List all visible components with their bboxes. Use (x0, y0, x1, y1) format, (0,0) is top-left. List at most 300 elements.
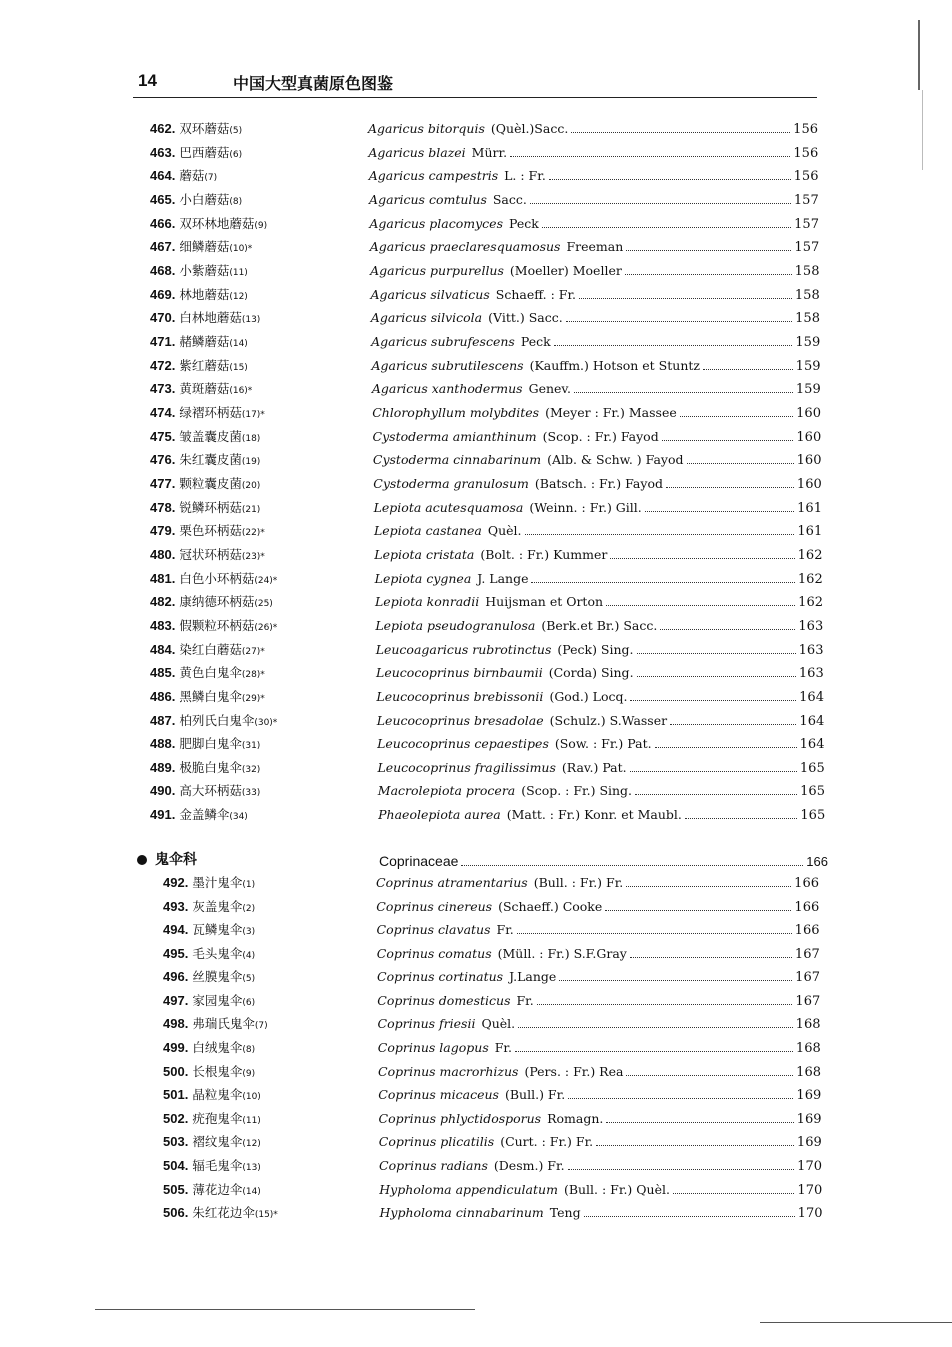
entry-number: 475. (150, 428, 176, 444)
latin-name-cell (368, 142, 818, 165)
chinese-name-cell (163, 1013, 373, 1037)
scientific-name: Agaricus purpurellus (370, 262, 504, 278)
chinese-name-cell (150, 591, 360, 615)
latin-name-cell (377, 990, 820, 1013)
index-entry (0, 544, 952, 566)
authority: (Rav.) Pat. (561, 759, 627, 775)
dot-leader (566, 309, 792, 322)
latin-name-cell (378, 1013, 821, 1036)
page-ref: 165 (799, 760, 825, 776)
chinese-name-cell (150, 355, 360, 379)
plate-ref: (24)* (254, 575, 278, 586)
entry-number: 467. (150, 239, 176, 255)
authority: (Scop. : Fr.) Sing. (521, 783, 633, 799)
chinese-name-cell (163, 1084, 373, 1108)
authority: (Desm.) Fr. (493, 1157, 565, 1173)
page-ref: 168 (795, 1017, 821, 1033)
entry-number: 464. (150, 168, 176, 184)
page-ref: 168 (795, 1041, 821, 1057)
authority: (Vitt.) Sacc. (488, 310, 563, 326)
entry-number: 472. (150, 357, 176, 373)
entry-number: 491. (150, 807, 176, 823)
dot-leader (630, 945, 792, 958)
plate-ref: (16)* (229, 386, 253, 397)
entry-number: 487. (150, 712, 176, 728)
dot-leader (685, 806, 798, 819)
plate-ref: (15)* (254, 1210, 278, 1221)
family-name-cn: 鬼伞科 (155, 852, 197, 868)
plate-ref: (27)* (241, 646, 265, 657)
latin-name-cell (370, 260, 819, 283)
scientific-name: Coprinus cortinatus (377, 969, 504, 985)
entry-number: 498. (163, 1016, 189, 1032)
plate-ref: (25) (254, 599, 273, 610)
entry-number: 484. (150, 641, 176, 657)
index-entry (0, 189, 952, 211)
latin-name-cell (379, 1155, 822, 1178)
plate-ref: (33) (241, 788, 261, 799)
index-entry (0, 165, 952, 187)
authority: Schaeff. : Fr. (495, 286, 577, 302)
scientific-name: Leucocoprinus birnbaumii (376, 665, 543, 681)
latin-name-cell (376, 639, 824, 662)
scientific-name: Lepiota acutesquamosa (373, 499, 524, 515)
authority: (Corda) Sing. (548, 665, 634, 681)
page-ref: 160 (796, 453, 822, 469)
latin-name-cell (378, 780, 825, 803)
scientific-name: Coprinus clavatus (376, 922, 491, 938)
authority: Fr. (516, 992, 534, 1008)
entry-number: 479. (150, 523, 176, 539)
plate-ref: (9) (254, 220, 268, 231)
chinese-name: 辐毛鬼伞 (192, 1157, 243, 1173)
entry-number: 470. (150, 310, 176, 326)
latin-name-cell (371, 307, 820, 330)
dot-leader (530, 191, 791, 204)
chinese-name-cell (150, 165, 360, 189)
chinese-name: 家园鬼伞 (192, 992, 243, 1008)
scientific-name: Agaricus subrutilescens (371, 357, 524, 373)
scientific-name: Cystoderma cinnabarinum (372, 452, 542, 468)
chinese-name-cell (150, 213, 360, 237)
index-entry (0, 872, 952, 894)
dot-leader (568, 1086, 793, 1099)
index-entry (0, 639, 952, 661)
dot-leader (579, 286, 792, 299)
entry-number: 497. (163, 992, 189, 1008)
authority: (Quèl.)Sacc. (490, 121, 569, 136)
plate-ref: (13) (242, 1162, 261, 1173)
latin-name-cell (378, 804, 825, 827)
scientific-name: Hypholoma cinnabarinum (379, 1205, 544, 1221)
dot-leader (703, 357, 793, 370)
index-entry (0, 213, 952, 235)
entry-number: 496. (163, 969, 189, 985)
chinese-name-cell (150, 473, 360, 497)
chinese-name-cell (163, 1037, 373, 1061)
chinese-name: 肥脚白鬼伞 (179, 736, 242, 752)
scientific-name: Agaricus xanthodermus (371, 381, 523, 397)
chinese-name-cell (163, 1108, 373, 1132)
chinese-name: 朱红花边伞 (192, 1205, 255, 1221)
dot-leader (626, 874, 791, 887)
index-entry (0, 284, 952, 306)
plate-ref: (20) (241, 480, 261, 491)
page-ref: 156 (793, 122, 818, 137)
page-ref: 162 (797, 571, 823, 587)
dot-leader (637, 664, 796, 677)
chinese-name: 高大环柄菇 (179, 783, 242, 799)
dot-leader (584, 1204, 795, 1217)
chinese-name: 绿褶环柄菇 (179, 404, 242, 420)
authority: (Pers. : Fr.) Rea (524, 1063, 624, 1079)
chinese-name: 锐鳞环柄菇 (179, 499, 242, 515)
chinese-name: 朱红囊皮菌 (179, 452, 242, 468)
latin-name-cell (377, 757, 824, 780)
dot-leader (630, 688, 796, 701)
entry-number: 471. (150, 333, 176, 349)
dot-leader (559, 968, 792, 981)
chinese-name-cell (150, 757, 360, 781)
footer-scan-line (95, 1309, 475, 1310)
chinese-name-cell (150, 615, 360, 639)
chinese-name-cell (150, 426, 360, 450)
plate-ref: (1) (242, 880, 256, 890)
latin-name-cell (372, 378, 821, 401)
latin-name-cell (371, 331, 820, 354)
chinese-name-cell (150, 804, 360, 828)
page-ref: 160 (796, 405, 821, 421)
entry-number: 495. (163, 945, 189, 961)
scientific-name: Chlorophyllum molybdites (372, 404, 540, 420)
scientific-name: Lepiota konradii (375, 594, 480, 610)
chinese-name-cell (150, 662, 360, 686)
authority: Peck (520, 333, 551, 349)
page-ref: 158 (794, 287, 820, 303)
chinese-name: 小紫蘑菇 (179, 262, 230, 278)
authority: (Matt. : Fr.) Konr. et Maubl. (506, 807, 682, 823)
page-ref: 164 (799, 689, 824, 705)
scientific-name: Agaricus blazei (368, 144, 466, 160)
index-entry (0, 568, 952, 590)
dot-leader (515, 1039, 793, 1052)
scientific-name: Agaricus praeclaresquamosus (369, 239, 561, 255)
chinese-name-cell (150, 497, 360, 521)
latin-name-cell (370, 236, 820, 259)
scientific-name: Leucocoprinus bresadolae (376, 712, 544, 728)
plate-ref: (14) (229, 338, 248, 349)
latin-name-cell (377, 919, 820, 942)
plate-ref: (11) (229, 267, 248, 278)
page-ref: 162 (797, 547, 823, 563)
dot-leader (626, 238, 791, 251)
scientific-name: Coprinus comatus (376, 945, 492, 961)
page-ref: 165 (800, 784, 825, 800)
authority: (Bull. : Fr.) Fr. (533, 875, 624, 890)
chinese-name-cell (150, 402, 360, 426)
dot-leader (518, 1015, 793, 1028)
scan-edge-mark (918, 20, 920, 90)
plate-ref: (5) (242, 974, 256, 985)
index-entry (0, 990, 952, 1012)
dot-leader (662, 428, 794, 441)
latin-name-cell (373, 473, 822, 496)
authority: (Meyer : Fr.) Massee (545, 404, 677, 420)
plate-ref: (15) (229, 362, 248, 373)
authority: (Bull. : Fr.) Quèl. (563, 1181, 670, 1197)
page-ref: 167 (794, 946, 820, 962)
dot-leader (571, 120, 790, 133)
authority: Romagn. (547, 1110, 604, 1126)
authority: (Moeller) Moeller (509, 262, 622, 278)
plate-ref: (32) (241, 764, 261, 775)
dot-leader (605, 898, 791, 911)
page-ref: 163 (798, 618, 824, 634)
chinese-name: 黄色白鬼伞 (179, 665, 242, 681)
latin-name-cell (377, 966, 820, 989)
entry-number: 500. (163, 1063, 189, 1079)
latin-name-cell (377, 943, 820, 966)
entry-number: 473. (150, 381, 176, 397)
plate-ref: (6) (242, 997, 256, 1008)
chinese-name: 赭鳞蘑菇 (179, 333, 230, 349)
header-rule (133, 97, 817, 98)
page-ref: 158 (794, 263, 820, 279)
page-ref: 169 (796, 1088, 822, 1104)
index-entry (0, 1202, 952, 1224)
chinese-name-cell (150, 568, 360, 592)
authority: (Peck) Sing. (557, 641, 634, 657)
latin-name-cell (372, 355, 821, 378)
dot-leader (666, 475, 794, 488)
plate-ref: (30)* (254, 717, 278, 728)
plate-ref: (6) (229, 149, 243, 160)
chinese-name: 毛头鬼伞 (192, 945, 243, 961)
latin-name-cell (379, 1108, 822, 1131)
entry-number: 492. (163, 875, 189, 890)
page-ref: 156 (793, 145, 819, 161)
scientific-name: Coprinus micaceus (378, 1087, 499, 1103)
latin-name-cell (374, 497, 822, 520)
chinese-name-cell (163, 943, 373, 967)
entry-number: 486. (150, 688, 176, 704)
entry-number: 482. (150, 594, 176, 610)
page-ref: 161 (797, 524, 823, 540)
entry-number: 478. (150, 499, 176, 515)
entry-number: 506. (163, 1205, 189, 1221)
chinese-name-cell (150, 331, 360, 355)
plate-ref: (12) (242, 1139, 261, 1150)
plate-ref: (21) (241, 504, 261, 515)
dot-leader (626, 1063, 793, 1076)
dot-leader (568, 1157, 795, 1170)
scientific-name: Macrolepiota procera (377, 783, 516, 799)
dot-leader (517, 921, 792, 934)
page-ref: 165 (800, 808, 826, 824)
index-entry (0, 1108, 952, 1130)
entry-number: 504. (163, 1157, 189, 1173)
index-entry (0, 378, 952, 400)
plate-ref: (17)* (241, 409, 265, 420)
chinese-name-cell (150, 520, 360, 544)
chinese-name: 假颗粒环柄菇 (179, 617, 255, 633)
index-entry (0, 591, 952, 613)
chinese-name-cell (163, 1131, 373, 1155)
scientific-name: Leucocoprinus brebissonii (376, 688, 544, 704)
book-title: 中国大型真菌原色图鉴 (233, 74, 394, 93)
scientific-name: Cystoderma amianthinum (372, 428, 537, 444)
authority: (Bull.) Fr. (504, 1087, 566, 1103)
family-heading-cn (137, 849, 197, 869)
bullet-icon (137, 855, 147, 865)
chinese-name-cell (150, 142, 360, 166)
scientific-name: Coprinus plicatilis (378, 1134, 495, 1150)
authority: (Schulz.) S.Wasser (549, 712, 668, 728)
chinese-name: 极脆白鬼伞 (179, 759, 242, 775)
index-entry (0, 1084, 952, 1106)
plate-ref: (23)* (241, 551, 265, 562)
dot-leader (525, 522, 795, 535)
latin-name-cell (377, 733, 824, 756)
scientific-name: Leucocoprinus cepaestipes (377, 736, 549, 752)
page-ref: 169 (796, 1111, 822, 1127)
index-entry (0, 896, 952, 918)
chinese-name: 白绒鬼伞 (192, 1040, 243, 1056)
chinese-name: 林地蘑菇 (179, 286, 230, 302)
plate-ref: (7) (204, 173, 218, 184)
plate-ref: (14) (242, 1186, 261, 1197)
chinese-name: 瓦鳞鬼伞 (192, 922, 243, 938)
latin-name-cell (377, 710, 825, 733)
authority: (Schaeff.) Cooke (498, 898, 603, 914)
authority: Freeman (566, 239, 624, 255)
page-ref: 159 (795, 334, 821, 350)
chinese-name: 灰盖鬼伞 (192, 898, 243, 914)
chinese-name-cell (150, 307, 360, 331)
chinese-name-cell (163, 1179, 373, 1203)
index-entry (0, 1013, 952, 1035)
plate-ref: (3) (242, 927, 256, 938)
chinese-name: 白色小环柄菇 (179, 570, 255, 586)
entry-number: 462. (150, 121, 176, 136)
dot-leader (660, 617, 795, 630)
index-entry (0, 710, 952, 732)
dot-leader (655, 735, 797, 748)
page-ref: 163 (798, 666, 824, 682)
chinese-name-cell (163, 1061, 373, 1085)
chinese-name: 康纳德环柄菇 (179, 594, 255, 610)
scientific-name: Agaricus placomyces (369, 215, 503, 231)
scientific-name: Leucoagaricus rubrotinctus (375, 641, 552, 657)
authority: (Sow. : Fr.) Pat. (554, 736, 652, 752)
scientific-name: Hypholoma appendiculatum (379, 1181, 558, 1197)
index-entry (0, 780, 952, 802)
authority: (Weinn. : Fr.) Gill. (529, 499, 642, 515)
chinese-name-cell (163, 872, 373, 896)
plate-ref: (29)* (241, 693, 265, 704)
entry-number: 503. (163, 1134, 189, 1150)
latin-name-cell (380, 1202, 823, 1225)
index-entry (0, 919, 952, 941)
latin-name-cell (369, 213, 819, 236)
scientific-name: Leucocoprinus fragilissimus (377, 759, 556, 775)
page-ref: 157 (794, 216, 819, 232)
page-ref: 170 (797, 1182, 823, 1198)
dot-leader (680, 404, 793, 417)
plate-ref: (18) (241, 433, 261, 444)
chinese-name: 颗粒囊皮菌 (179, 475, 242, 491)
authority: (Scop. : Fr.) Fayod (542, 428, 659, 444)
index-entry (0, 449, 952, 471)
authority: (God.) Locq. (549, 688, 628, 704)
plate-ref: (31) (241, 741, 261, 752)
index-entry (0, 142, 952, 164)
chinese-name: 冠状环柄菇 (179, 546, 242, 562)
dot-leader (549, 167, 791, 180)
chinese-name: 栗色环柄菇 (179, 523, 242, 539)
chinese-name: 紫红蘑菇 (179, 357, 230, 373)
dot-leader (635, 782, 797, 795)
latin-name-cell (374, 520, 822, 543)
plate-ref: (7) (254, 1021, 268, 1032)
chinese-name: 丝膜鬼伞 (192, 969, 243, 985)
index-entry (0, 355, 952, 377)
dot-leader (574, 380, 793, 393)
plate-ref: (28)* (241, 670, 265, 681)
page-ref: 158 (795, 311, 820, 327)
authority: Huijsman et Orton (485, 594, 604, 610)
index-entry (0, 1155, 952, 1177)
index-entry (0, 497, 952, 519)
index-entry (0, 757, 952, 779)
latin-name-cell (370, 284, 819, 307)
entry-number: 477. (150, 475, 176, 491)
dot-leader (537, 992, 793, 1005)
authority: Fr. (496, 922, 514, 938)
scientific-name: Agaricus subrufescens (371, 333, 515, 349)
entry-number: 505. (163, 1181, 189, 1197)
latin-name-cell (368, 118, 818, 141)
index-entry (0, 426, 952, 448)
plate-ref: (26)* (254, 622, 278, 633)
scientific-name: Coprinus domesticus (377, 992, 511, 1008)
authority: Fr. (494, 1040, 512, 1056)
dot-leader (531, 570, 794, 583)
chinese-name: 褶纹鬼伞 (192, 1134, 243, 1150)
chinese-name-cell (163, 1202, 373, 1226)
index-entry (0, 118, 952, 140)
chinese-name-cell (163, 966, 373, 990)
index-entry (0, 402, 952, 424)
index-entry (0, 520, 952, 542)
entry-number: 502. (163, 1110, 189, 1126)
latin-name-cell (375, 568, 823, 591)
scientific-name: Coprinus cinereus (376, 898, 493, 914)
scientific-name: Lepiota pseudogranulosa (375, 617, 536, 633)
dot-leader (510, 144, 790, 157)
footer-scan-line-right (760, 1322, 952, 1323)
entry-number: 494. (163, 922, 189, 938)
chinese-name-cell (150, 284, 360, 308)
page-ref: 156 (793, 169, 819, 185)
latin-name-cell (378, 1084, 821, 1107)
index-entry (0, 943, 952, 965)
entry-number: 469. (150, 286, 176, 302)
chinese-name-cell (150, 378, 360, 402)
plate-ref: (13) (241, 315, 261, 326)
entry-number: 465. (150, 191, 176, 207)
dot-leader (625, 262, 792, 275)
